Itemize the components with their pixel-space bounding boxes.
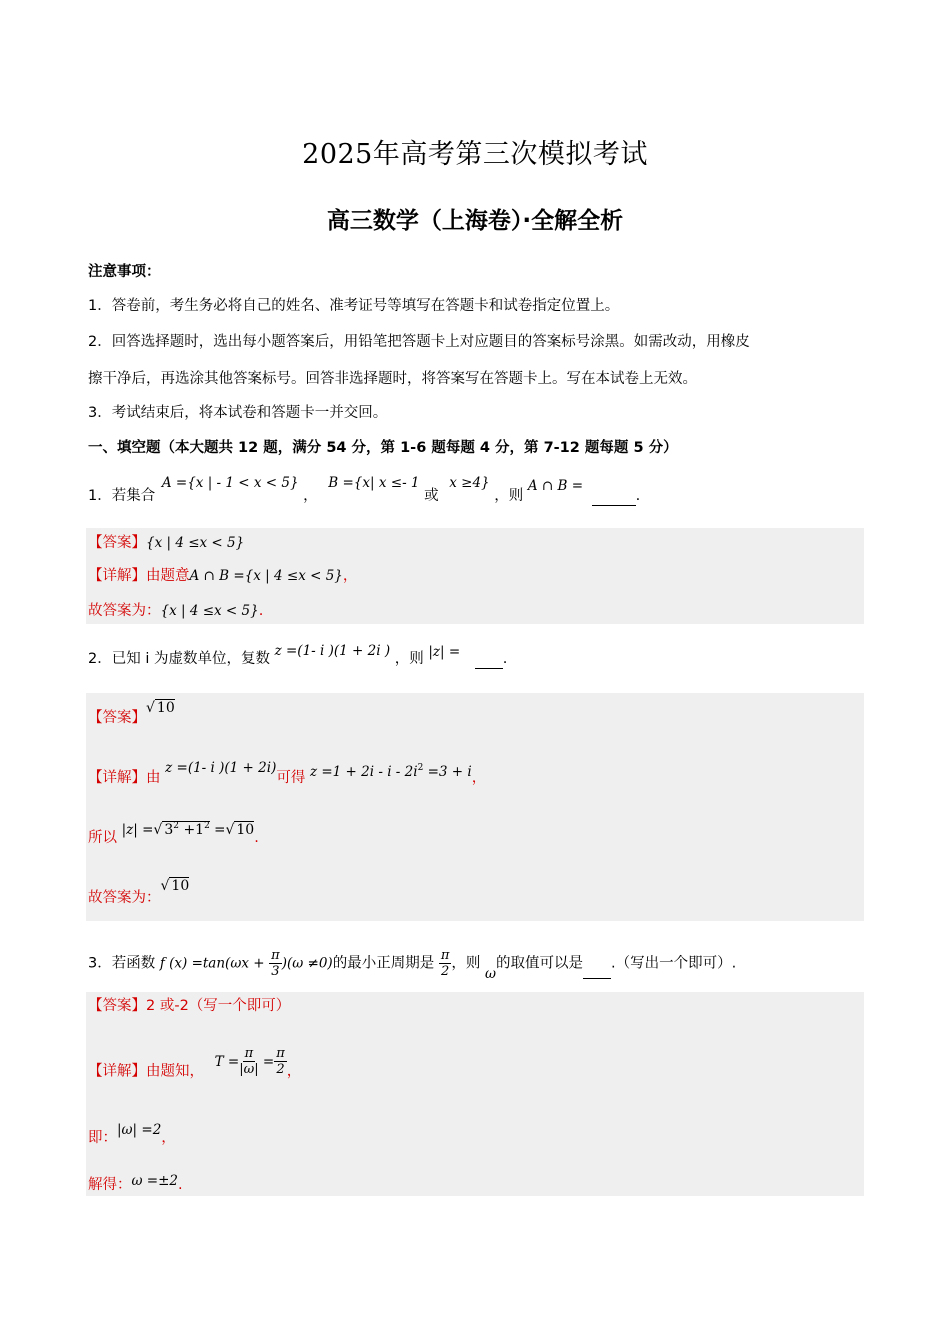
q2-final-text: 故答案为： — [88, 890, 161, 906]
q3-function: f (x) =tan(ωx + — [159, 955, 265, 972]
q3-mid: 的最小正周期是 — [332, 955, 435, 972]
q3-ie-line — [88, 1122, 176, 1148]
q2-detail-math-3: =3 + i — [423, 764, 472, 780]
q1-detail-tag: 【详解】 — [88, 568, 146, 584]
q1-answer: {x | 4 ≤x < 5} — [146, 535, 245, 551]
q2-expression: z =(1- i )(1 + 2i ) — [274, 643, 391, 659]
q3-period-den: 2 — [440, 964, 450, 979]
q3-solution-box — [86, 992, 864, 1196]
q3-detail-frac-2-den: 2 — [276, 1062, 285, 1077]
q3-answer-blank — [583, 964, 611, 979]
q2-answer-radicand: 10 — [156, 700, 175, 716]
q1-final-end: . — [258, 603, 264, 619]
q1-or: 或 — [424, 488, 439, 504]
q3-solve-math: ω =±2 — [131, 1173, 179, 1189]
q2-detail-tag: 【详解】 — [88, 770, 146, 786]
q2-detail-math-1: z =(1- i )(1 + 2i) — [165, 760, 277, 776]
q2-answer-line — [88, 700, 175, 728]
q1-prefix: 1．若集合 — [88, 488, 156, 504]
q2-so-radicand-exp-2: 2 — [204, 821, 210, 831]
q1-detail-text: 由题意 — [146, 568, 190, 584]
q3-answer-tag: 【答案】 — [88, 998, 146, 1014]
q2-so-radicand-exp-1: 2 — [173, 821, 179, 831]
q3-detail-end: ， — [286, 1063, 302, 1080]
q2-answer-tag: 【答案】 — [88, 710, 146, 726]
q3-fraction — [269, 948, 282, 979]
q3-tail: 的取值可以是 — [496, 955, 583, 972]
q3-fraction-num: π — [271, 948, 280, 963]
q2-detail-exp: 2 — [417, 763, 424, 773]
question-2 — [88, 643, 508, 669]
q2-detail-math-2-text: z =1 + 2i - i - 2i — [309, 764, 418, 780]
q1-set-a: A ={x | - 1 < x < 5} — [161, 475, 299, 491]
q2-final-radicand: 10 — [171, 878, 190, 894]
q1-expression: A ∩ B = — [527, 478, 584, 494]
q3-detail-text: 由题知， — [146, 1063, 204, 1080]
q1-final-math: {x | 4 ≤x < 5} — [160, 603, 259, 619]
q2-detail-text-2: 可得 — [276, 770, 306, 786]
q3-solve-text: 解得： — [88, 1177, 132, 1193]
q3-omega: ω — [484, 965, 496, 982]
q3-detail-frac-2 — [274, 1046, 287, 1077]
q2-so-radicand-2: +1 — [179, 822, 205, 838]
q3-period-num: π — [440, 948, 450, 963]
q3-detail-eq: = — [258, 1053, 275, 1070]
q1-answer-blank — [592, 491, 636, 506]
q1-detail-end: ， — [342, 568, 358, 584]
q1-comma: ， — [303, 488, 318, 504]
q3-ie-end: ， — [161, 1130, 176, 1146]
q3-answer: 2 或-2（写一个即可） — [146, 998, 291, 1014]
q2-answer: √ 10 — [146, 700, 175, 716]
q2-so-text: 所以 — [88, 830, 117, 846]
q3-ie-math: |ω| =2 — [117, 1122, 162, 1138]
q1-condition: x ≥4} — [449, 475, 490, 491]
q3-prefix: 3．若函数 — [88, 955, 156, 972]
notice-item-3: 3．考试结束后，将本试卷和答题卡一并交回。 — [88, 405, 388, 421]
notice-item-1: 1．答卷前，考生务必将自己的姓名、准考证号等填写在答题卡和试卷指定位置上。 — [88, 298, 620, 314]
section-heading: 一、填空题（本大题共 12 题，满分 54 分，第 1-6 题每题 4 分，第 7-12 题每题 5 分） — [88, 440, 678, 456]
notice-item-2b: 擦干净后，再选涂其他答案标号。回答非选择题时，将答案写在答题卡上。写在本试卷上无效。 — [88, 371, 697, 387]
q2-detail-end: ， — [471, 770, 487, 786]
q3-detail-tag: 【详解】 — [88, 1063, 146, 1080]
q2-end: . — [502, 651, 508, 667]
q1-set-b: B ={x| x ≤- 1 — [328, 475, 420, 491]
q1-detail-math: A ∩ B ={x | 4 ≤x < 5} — [189, 568, 343, 584]
page-title: 2025年高考第三次模拟考试 — [302, 139, 648, 170]
q3-detail-math — [214, 1046, 287, 1077]
q2-so-radicand-1: 3 — [164, 822, 174, 838]
q3-detail-frac-1 — [239, 1046, 258, 1077]
q1-answer-line — [88, 533, 244, 553]
q1-detail-line — [88, 566, 357, 586]
q2-so-end: . — [254, 830, 259, 846]
q2-so-equals: = — [209, 822, 226, 838]
q1-final-line — [88, 601, 263, 621]
q2-abs: |z| = — [428, 644, 461, 660]
q3-ie-text: 即： — [88, 1130, 117, 1146]
question-3 — [88, 948, 737, 982]
q1-end: . — [635, 488, 641, 504]
page-subtitle: 高三数学（上海卷）·全解全析 — [326, 208, 624, 234]
q3-solve-line — [88, 1175, 183, 1195]
q1-final-text: 故答案为： — [88, 603, 161, 619]
q2-detail-text: 由 — [146, 770, 161, 786]
q2-final-line — [88, 878, 190, 908]
q2-detail-math-2 — [310, 764, 472, 780]
q2-detail-line — [88, 760, 487, 790]
q2-so-abs: |z| = — [121, 822, 154, 838]
q2-so-line — [88, 821, 259, 850]
q3-function-end: )(ω ≠0) — [281, 955, 333, 972]
question-1 — [88, 475, 641, 506]
q1-then: ，则 — [494, 488, 524, 504]
q3-then: ，则 — [451, 955, 481, 972]
q2-then: ，则 — [394, 651, 424, 667]
q2-so-math: |z| =√ $3^2 +1^2$ =√ 10 — [121, 821, 255, 838]
q2-prefix: 2．已知 i 为虚数单位，复数 — [88, 651, 270, 667]
q3-detail-frac-1-num: π — [244, 1046, 254, 1061]
q1-answer-tag: 【答案】 — [88, 535, 146, 551]
q3-detail-line — [88, 1046, 302, 1087]
q3-tail-2: .（写出一个即可）. — [611, 955, 737, 972]
q3-answer-line — [88, 996, 290, 1016]
q3-solve-end: . — [178, 1177, 183, 1193]
q3-period — [439, 948, 452, 979]
q2-solution-box — [86, 693, 864, 921]
notice-heading: 注意事项： — [88, 264, 161, 280]
q3-detail-frac-2-num: π — [276, 1046, 285, 1061]
q3-fraction-den: 3 — [271, 964, 280, 979]
notice-item-2a: 2．回答选择题时，选出每小题答案后，用铅笔把答题卡上对应题目的答案标号涂黑。如需改动，用橡皮 — [88, 334, 750, 350]
q2-answer-blank — [475, 654, 503, 669]
q3-detail-t: T = — [214, 1053, 240, 1070]
q2-so-result: 10 — [236, 822, 255, 838]
q3-detail-frac-1-den: |ω| — [239, 1062, 259, 1077]
q2-final-answer: √ 10 — [160, 878, 190, 894]
